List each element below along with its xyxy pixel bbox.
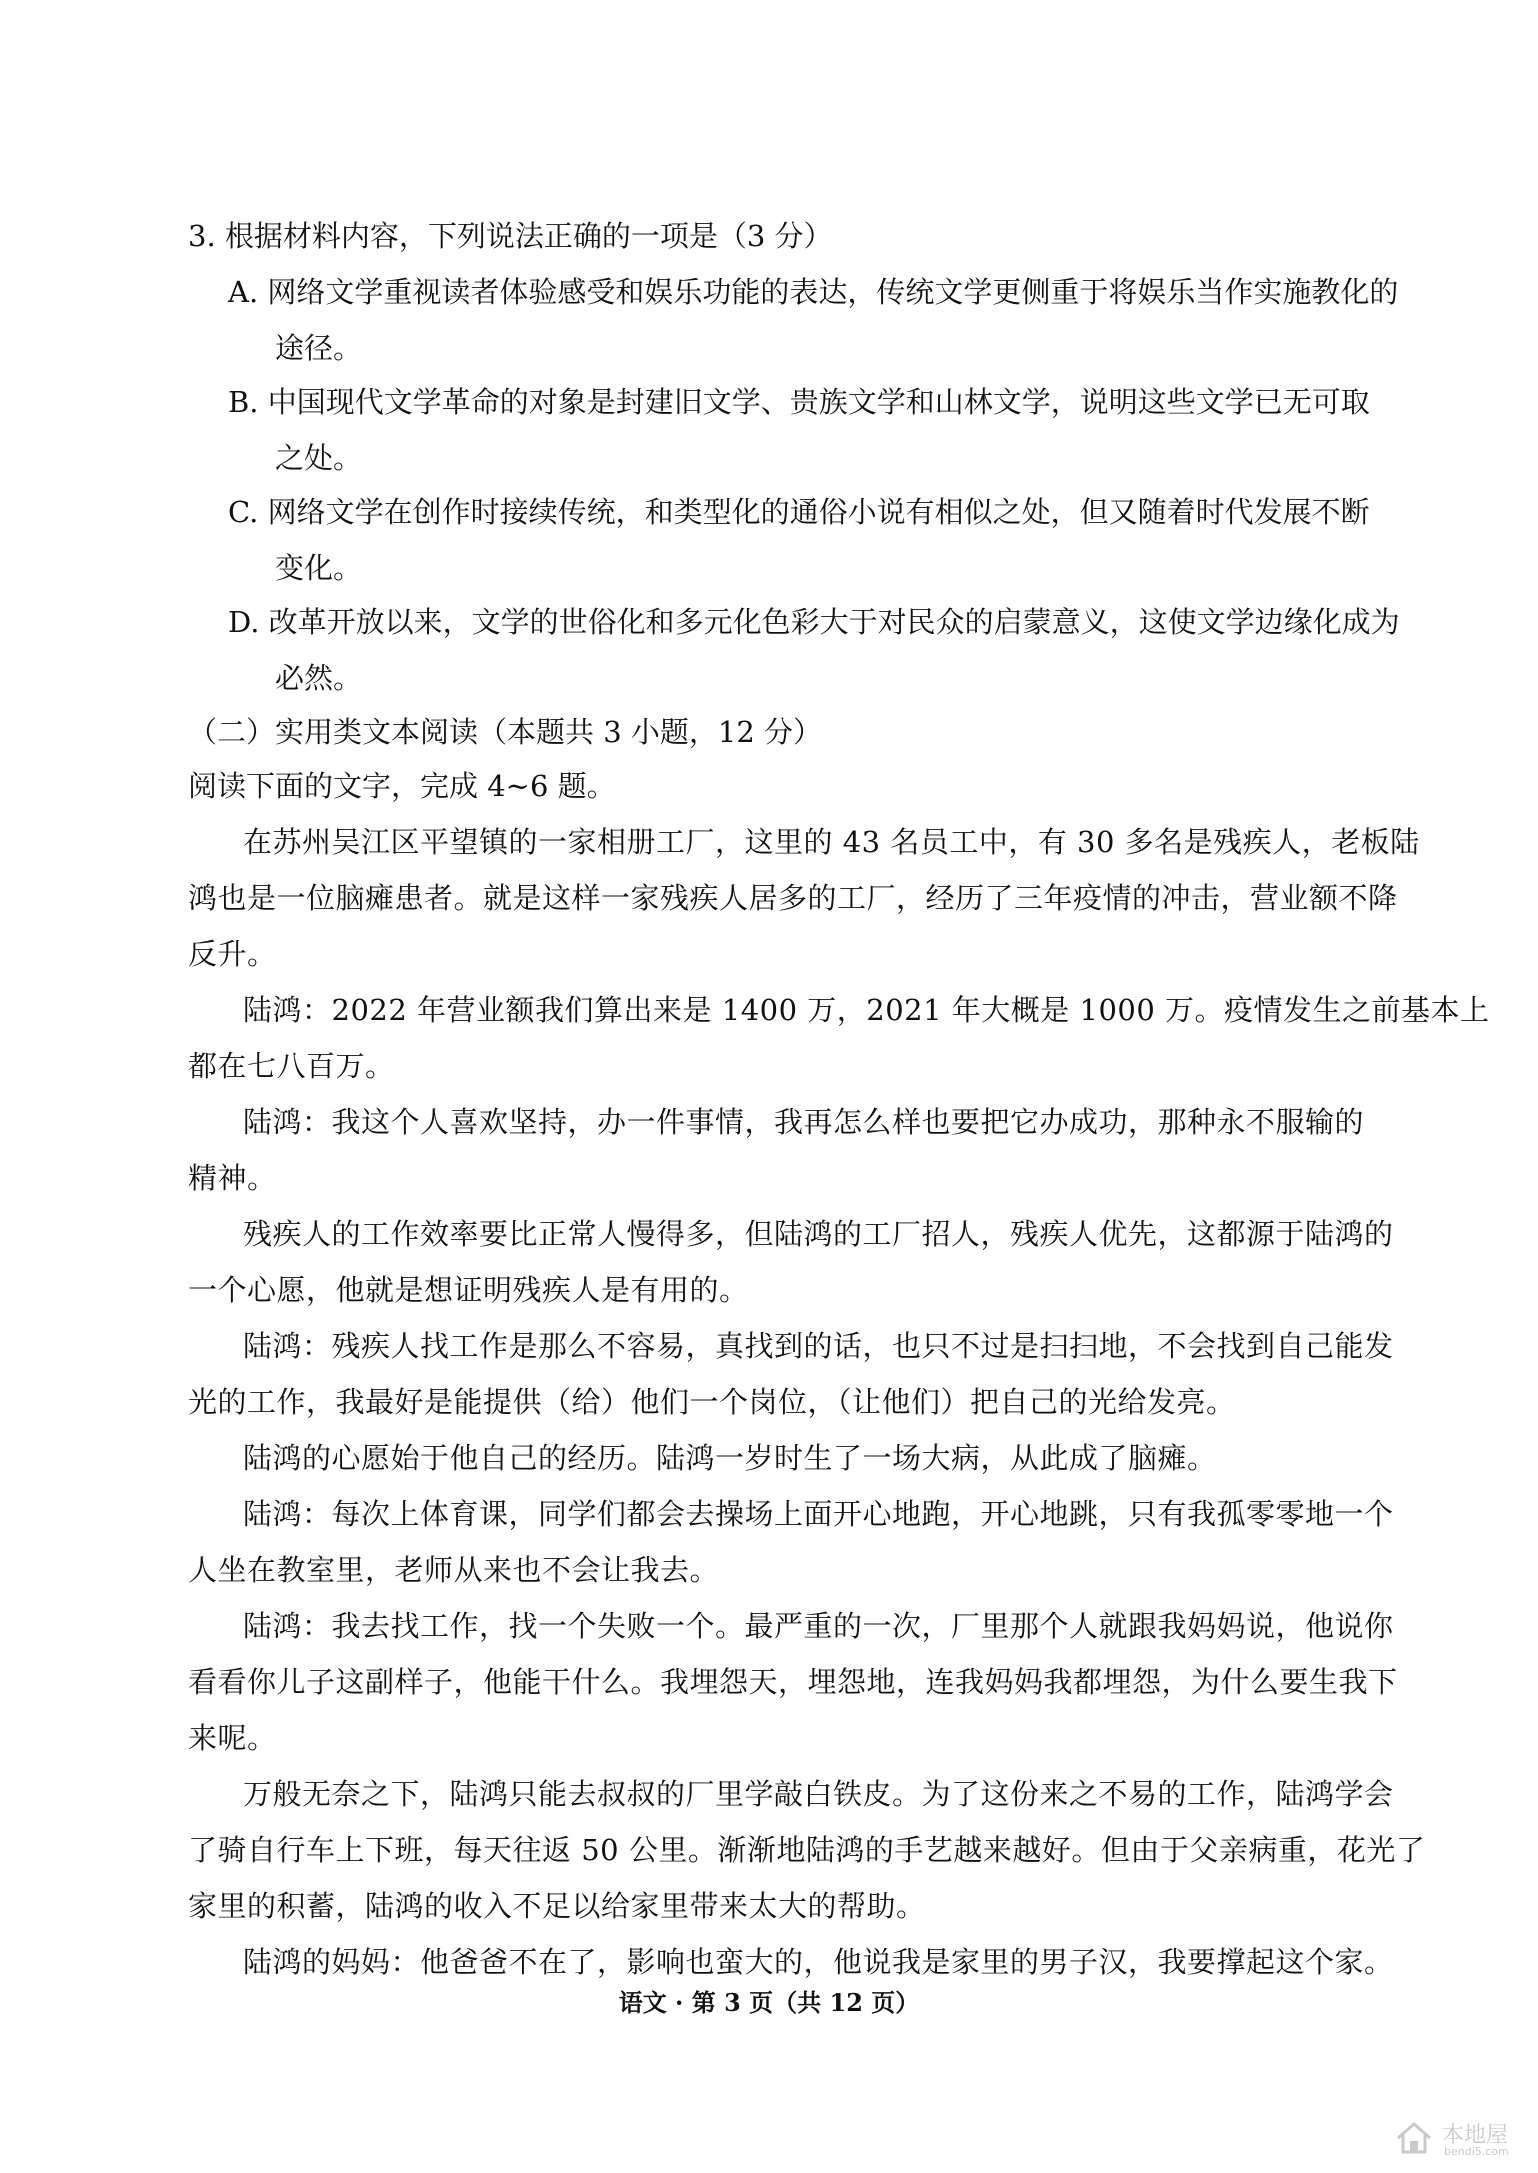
passage-line: 反升。 bbox=[188, 937, 277, 971]
passage-line: 在苏州吴江区平望镇的一家相册工厂，这里的 43 名员工中，有 30 多名是残疾人，老板陆 bbox=[243, 825, 1420, 859]
passage-line: 看看你儿子这副样子，他能干什么。我埋怨天，埋怨地，连我妈妈我都埋怨，为什么要生我下 bbox=[188, 1665, 1398, 1699]
option-b-line-2: 之处。 bbox=[275, 441, 363, 475]
passage-line: 了骑自行车上下班，每天往返 50 公里。渐渐地陆鸿的手艺越来越好。但由于父亲病重，花光了 bbox=[188, 1833, 1426, 1867]
passage-line: 人坐在教室里，老师从来也不会让我去。 bbox=[188, 1553, 720, 1587]
passage-line: 残疾人的工作效率要比正常人慢得多，但陆鸿的工厂招人，残疾人优先，这都源于陆鸿的 bbox=[243, 1217, 1394, 1251]
passage-line: 陆鸿：我去找工作，找一个失败一个。最严重的一次，厂里那个人就跟我妈妈说，他说你 bbox=[243, 1609, 1394, 1643]
passage-line: 精神。 bbox=[188, 1161, 277, 1195]
watermark-subtext: bendi5.com bbox=[1444, 2145, 1509, 2158]
passage-line: 万般无奈之下，陆鸿只能去叔叔的厂里学敲白铁皮。为了这份来之不易的工作，陆鸿学会 bbox=[243, 1777, 1394, 1811]
passage-line: 陆鸿的妈妈：他爸爸不在了，影响也蛮大的，他说我是家里的男子汉，我要撑起这个家。 bbox=[243, 1945, 1394, 1979]
passage-line: 陆鸿的心愿始于他自己的经历。陆鸿一岁时生了一场大病，从此成了脑瘫。 bbox=[243, 1441, 1217, 1475]
section-heading: （二）实用类文本阅读（本题共 3 小题，12 分） bbox=[188, 715, 823, 749]
reading-instruction: 阅读下面的文字，完成 4~6 题。 bbox=[188, 769, 616, 803]
passage-line: 家里的积蓄，陆鸿的收入不足以给家里带来太大的帮助。 bbox=[188, 1889, 926, 1923]
passage-line: 陆鸿：残疾人找工作是那么不容易，真找到的话，也只不过是扫扫地，不会找到自己能发 bbox=[243, 1329, 1394, 1363]
option-b-line-1: B. 中国现代文学革命的对象是封建旧文学、贵族文学和山林文学，说明这些文学已无可取 bbox=[228, 385, 1370, 419]
watermark bbox=[1394, 2116, 1534, 2160]
page-footer: 语文 · 第 3 页（共 12 页） bbox=[618, 1988, 920, 2017]
passage-line: 光的工作，我最好是能提供（给）他们一个岗位，（让他们）把自己的光给发亮。 bbox=[188, 1385, 1236, 1419]
question-3-stem: 3. 根据材料内容，下列说法正确的一项是（3 分） bbox=[188, 219, 833, 253]
passage-line: 来呢。 bbox=[188, 1721, 277, 1755]
passage-line: 一个心愿，他就是想证明残疾人是有用的。 bbox=[188, 1273, 749, 1307]
option-d-line-2: 必然。 bbox=[275, 661, 363, 695]
option-c-line-2: 变化。 bbox=[275, 551, 363, 585]
option-a-line-2: 途径。 bbox=[275, 331, 363, 365]
passage-line: 陆鸿：2022 年营业额我们算出来是 1400 万，2021 年大概是 1000 万。疫情发生之前基本上 bbox=[243, 993, 1490, 1027]
watermark-text: 本地屋 bbox=[1442, 2123, 1509, 2148]
passage-line: 鸿也是一位脑瘫患者。就是这样一家残疾人居多的工厂，经历了三年疫情的冲击，营业额不降 bbox=[188, 881, 1398, 915]
passage-line: 陆鸿：我这个人喜欢坚持，办一件事情，我再怎么样也要把它办成功，那种永不服输的 bbox=[243, 1105, 1365, 1139]
option-a-line-1: A. 网络文学重视读者体验感受和娱乐功能的表达，传统文学更侧重于将娱乐当作实施教化的 bbox=[228, 275, 1399, 309]
passage-line: 陆鸿：每次上体育课，同学们都会去操场上面开心地跑，开心地跳，只有我孤零零地一个 bbox=[243, 1497, 1394, 1531]
option-c-line-1: C. 网络文学在创作时接续传统，和类型化的通俗小说有相似之处，但又随着时代发展不断 bbox=[228, 495, 1370, 529]
house-icon bbox=[1394, 2118, 1434, 2158]
passage-line: 都在七八百万。 bbox=[188, 1049, 395, 1083]
option-d-line-1: D. 改革开放以来，文学的世俗化和多元化色彩大于对民众的启蒙意义，这使文学边缘化成为 bbox=[228, 605, 1400, 639]
